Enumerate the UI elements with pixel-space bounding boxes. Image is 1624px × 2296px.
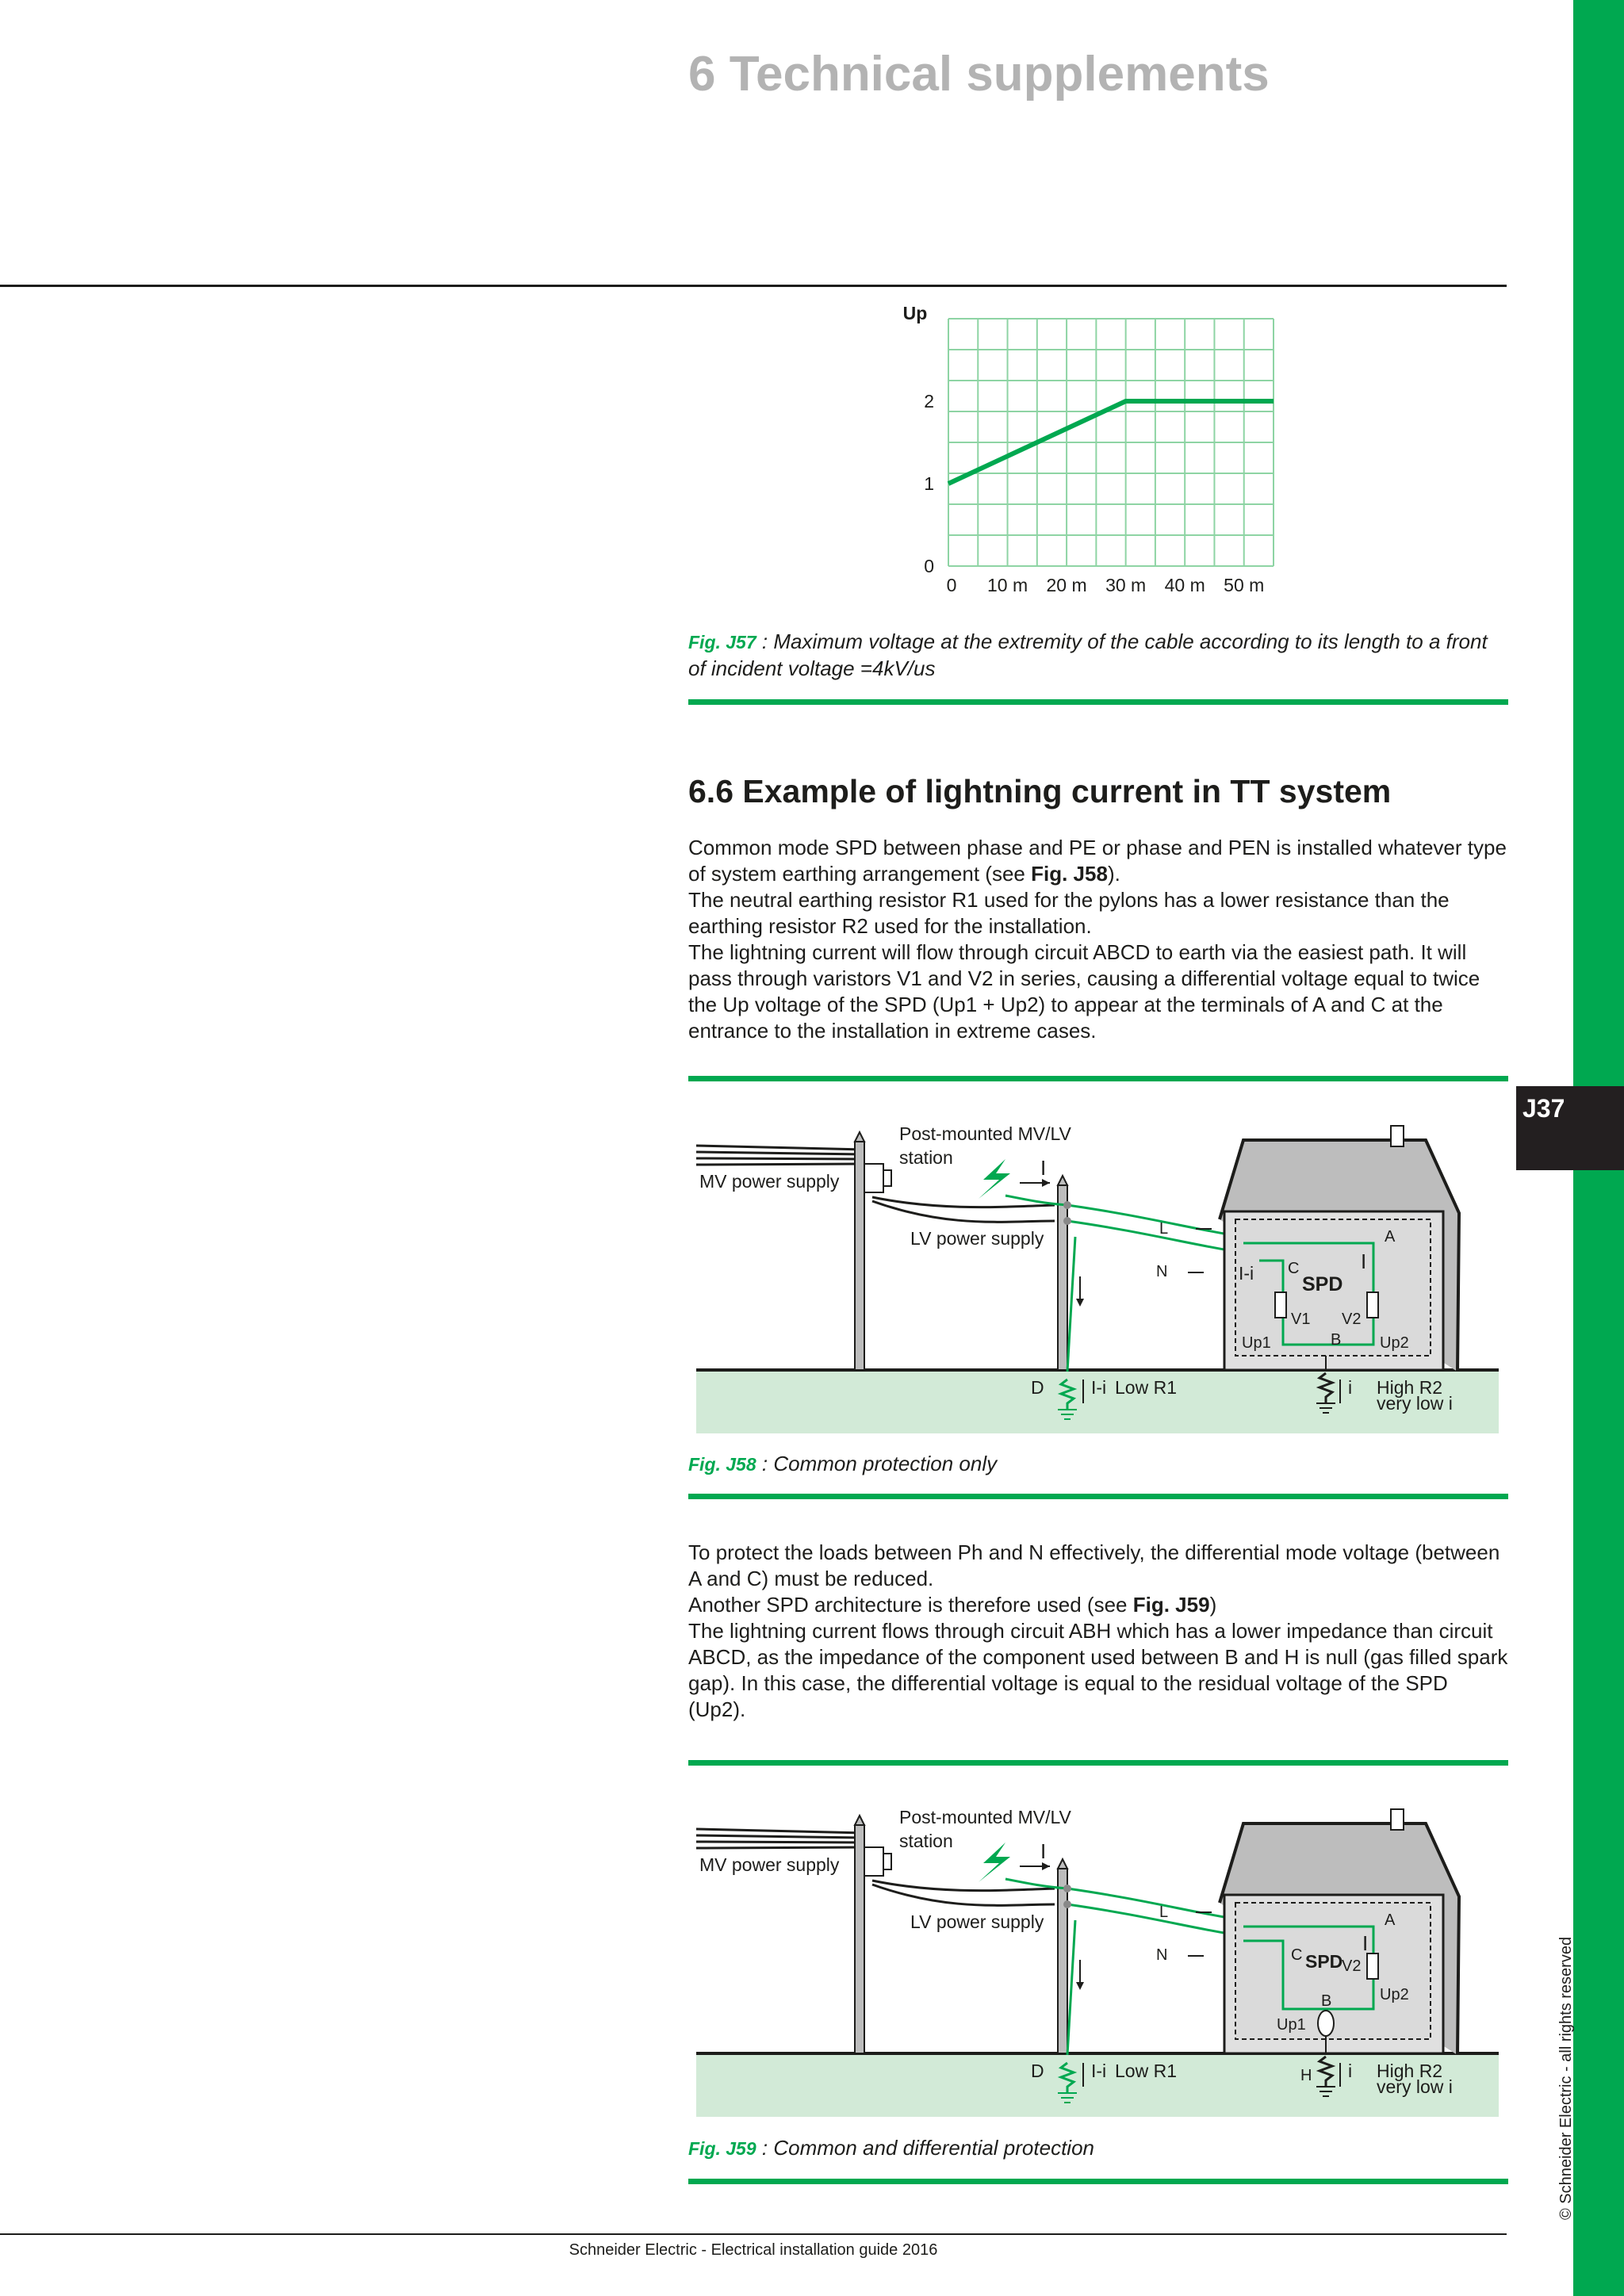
svg-text:Up1: Up1 [1242,1334,1271,1352]
svg-text:C: C [1288,1260,1300,1277]
svg-text:LV power supply: LV power supply [910,1911,1044,1932]
svg-text:I-i: I-i [1091,1377,1107,1398]
varistor-v2 [1367,1292,1378,1318]
svg-text:A: A [1385,1228,1396,1246]
svg-text:station: station [899,1831,953,1851]
svg-text:very low i: very low i [1377,1393,1453,1414]
svg-text:C: C [1291,1946,1303,1964]
varistor-v1 [1275,1292,1286,1318]
section-paragraph-2: To protect the loads between Ph and N effectively, the differential mode voltage (between A and C) must be reduced. Another SPD architecture is therefore used (see Fig. J59) The lightning current flows through circuit ABH which has a lower impedance than circuit ABCD, as the impedance of the component used between B and H is null (gas filled spark gap). In this case, the differential voltage is equal to the residual voltage of the SPD (Up2). [688,1540,1508,1721]
transformer [864,1164,883,1192]
mv-lines [696,1146,864,1165]
svg-text:B: B [1321,1992,1332,2010]
svg-text:Low R1: Low R1 [1115,1377,1177,1398]
voltage-length-chart [888,301,1300,618]
fig-j58-label: Fig. J58 [688,1454,756,1475]
svg-text:station: station [899,1147,953,1168]
svg-text:I: I [1362,1931,1369,1955]
fig-j57-caption [688,629,1510,682]
varistor-v2 [1367,1954,1378,1979]
svg-text:D: D [1031,2061,1044,2081]
svg-text:LV power supply: LV power supply [910,1228,1044,1249]
svg-text:I-i: I-i [1239,1263,1254,1284]
fig-j59-diagram [688,1793,1510,2126]
chapter-title: 6 Technical supplements [688,47,1270,101]
lv-pole [1058,1185,1067,1370]
fig-reference: Fig. J59 [1132,1593,1210,1617]
svg-text:i: i [1348,2061,1353,2081]
fig-j57-label: Fig. J57 [688,632,756,652]
x-tick-label: 50 m [1224,575,1265,595]
svg-text:High R2: High R2 [1377,2061,1443,2081]
lightning-icon [979,1159,1010,1199]
page-number-tab: J37 [1516,1086,1624,1170]
y-tick-label: 1 [924,473,934,494]
svg-text:B: B [1331,1331,1342,1349]
fig-j58-caption [688,1451,1510,1478]
section-paragraph-1: Common mode SPD between phase and PE or phase and PEN is installed whatever type of system earthing arrangement (see Fig. J58). The neutral earthing resistor R1 used for the pylons has a lower resistance than the earthing resistor R2 used for the installation. The lightning current will flow through circuit ABCD to earth via the easiest path. It will pass through varistors V1 and V2 in series, causing a differential voltage equal to twice the Up voltage of the SPD (Up1 + Up2) to appear at the terminals of A and C at the entrance to the installation in extreme cases. [688,836,1507,1043]
x-tick-label: 30 m [1105,575,1147,595]
svg-text:I: I [1040,1156,1047,1180]
green-rule [688,1076,1508,1081]
svg-text:N: N [1156,1263,1168,1280]
svg-text:Post-mounted MV/LV: Post-mounted MV/LV [899,1123,1071,1144]
svg-text:i: i [1348,1377,1353,1398]
fig-j57-text: : Maximum voltage at the extremity of the cable according to its length to a front of incident voltage =4kV/us [688,629,1488,680]
chart-grid [948,319,1274,566]
fig-j59-text: : Common and differential protection [756,2136,1094,2160]
green-rule [688,1494,1508,1499]
svg-text:SPD: SPD [1305,1951,1343,1972]
svg-text:D: D [1031,1377,1044,1398]
y-tick-label: 2 [924,391,934,411]
svg-text:V2: V2 [1342,1957,1362,1975]
spark-gap [1318,2011,1334,2036]
green-rule [688,2179,1508,2184]
header-rule [0,285,1507,287]
svg-text:V2: V2 [1342,1311,1362,1328]
mv-lines [696,1829,864,1848]
svg-text:Low R1: Low R1 [1115,2061,1177,2081]
svg-text:SPD: SPD [1302,1273,1343,1295]
x-tick-label: 0 [946,575,957,595]
svg-text:A: A [1385,1911,1396,1929]
svg-text:very low i: very low i [1377,2076,1453,2097]
svg-text:H: H [1300,2067,1312,2084]
svg-text:L: L [1159,1904,1169,1921]
page-footer: Schneider Electric - Electrical installation guide 2016 [569,2241,938,2259]
svg-text:Up2: Up2 [1380,1334,1409,1352]
svg-text:N: N [1156,1946,1168,1964]
svg-text:I: I [1040,1839,1047,1863]
mv-pole [855,1142,864,1370]
svg-text:High R2: High R2 [1377,1377,1443,1398]
green-rule [688,1760,1508,1766]
svg-text:I: I [1361,1249,1367,1273]
svg-text:Up1: Up1 [1277,2016,1306,2034]
y-tick-label: 0 [924,556,934,576]
svg-text:Up2: Up2 [1380,1986,1409,2003]
lightning-icon [979,1843,1010,1882]
fig-reference: Fig. J58 [1031,862,1108,886]
copyright-notice: © Schneider Electric - all rights reserved [1557,1936,1575,2220]
svg-text:MV power supply: MV power supply [699,1854,840,1875]
footer-rule [0,2233,1507,2235]
lv-pole [1058,1869,1067,2053]
fig-j58-diagram [688,1110,1510,1443]
x-tick-label: 40 m [1164,575,1205,595]
x-tick-label: 10 m [986,575,1028,595]
svg-text:L: L [1159,1220,1169,1238]
fig-j59-label: Fig. J59 [688,2138,756,2159]
chart-y-axis-label: Up [902,303,928,323]
mv-pole [855,1825,864,2053]
svg-text:Post-mounted MV/LV: Post-mounted MV/LV [899,1807,1071,1827]
svg-text:I-i: I-i [1091,2061,1107,2081]
fig-j59-caption [688,2135,1510,2162]
fig-j58-text: : Common protection only [756,1452,998,1475]
section-heading: 6.6 Example of lightning current in TT system [688,773,1392,809]
svg-text:V1: V1 [1291,1311,1311,1328]
x-tick-label: 20 m [1046,575,1087,595]
transformer [864,1847,883,1876]
svg-text:MV power supply: MV power supply [699,1171,840,1192]
chart-tick-labels [924,391,1264,595]
green-rule [688,699,1508,705]
